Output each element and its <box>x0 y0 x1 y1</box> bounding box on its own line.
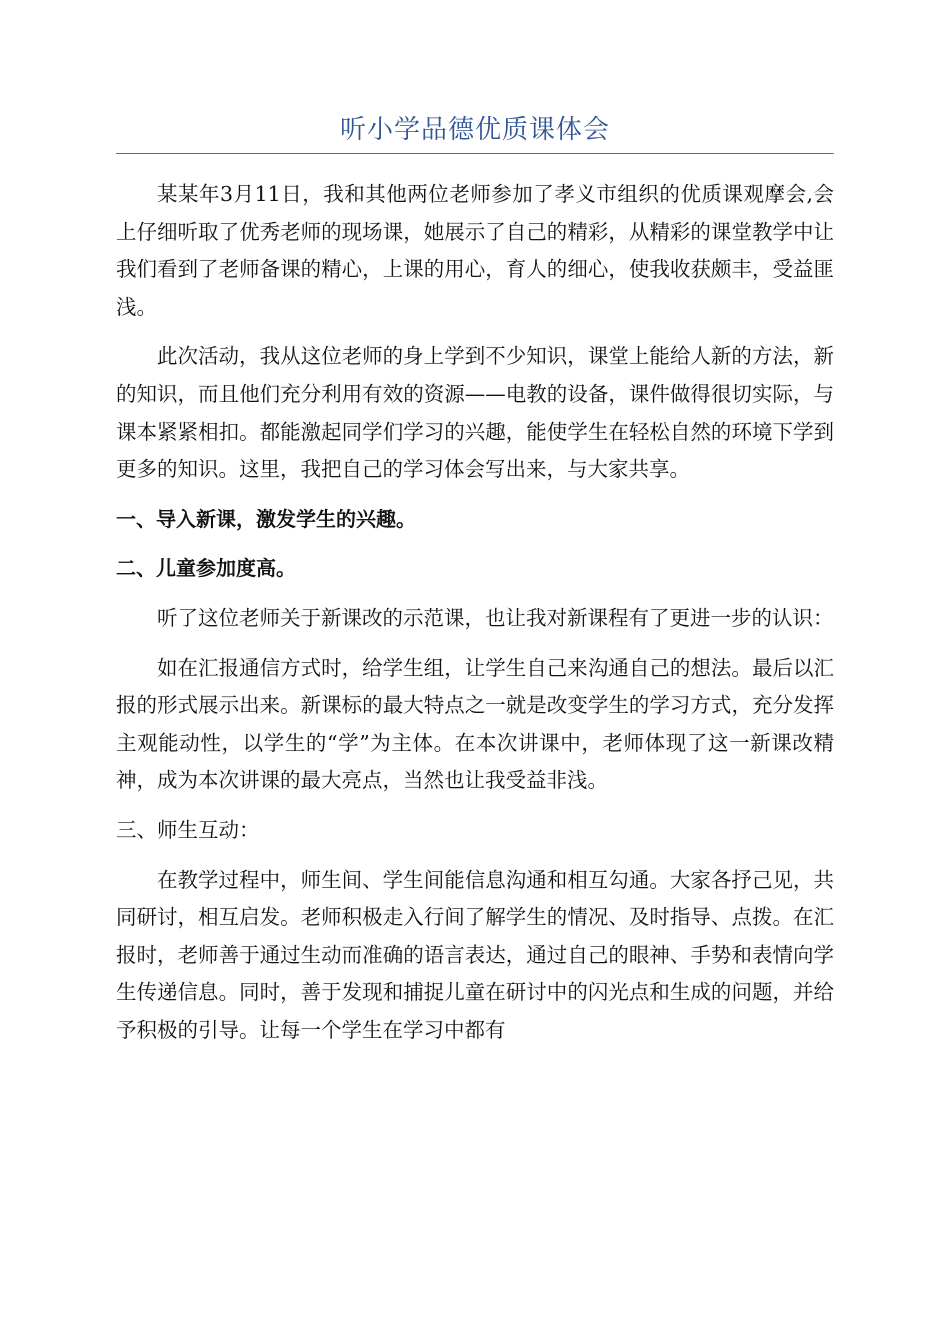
document-title: 听小学品德优质课体会 <box>339 115 610 145</box>
document-body <box>116 176 834 1061</box>
paragraph-example: 如在汇报通信方式时，给学生组，让学生自己来沟通自己的想法。最后以汇报的形式展示出来。新课标的最大特点之一就是改变学生的学习方式，充分发挥主观能动性，以学生的“学”为主体。在本次讲课中，老师体现了这一新课改精神，成为本次讲课的最大亮点，当然也让我受益非浅。 <box>116 655 834 793</box>
section-heading-one: 一、导入新课，激发学生的兴趣。 <box>116 506 416 531</box>
paragraph-reflection: 听了这位老师关于新课改的示范课，也让我对新课程有了更进一步的认识： <box>157 605 834 630</box>
title-underline <box>116 153 834 154</box>
paragraph-activity: 此次活动，我从这位老师的身上学到不少知识，课堂上能给人新的方法，新的知识，而且他们充分利用有效的资源——电教的设备，课件做得很切实际，与课本紧紧相扣。都能激起同学们学习的兴趣，能使学生在轻松自然的环境下学到更多的知识。这里，我把自己的学习体会写出来，与大家共享。 <box>116 344 834 482</box>
section-heading-three: 三、师生互动： <box>116 817 260 842</box>
section-heading-two: 二、儿童参加度高。 <box>116 556 296 581</box>
paragraph-interaction: 在教学过程中，师生间、学生间能信息沟通和相互勾通。大家各抒己见，共同研讨，相互启发。老师积极走入行间了解学生的情况、及时指导、点拨。在汇报时，老师善于通过生动而准确的语言表达，通过自己的眼神、手势和表情向学生传递信息。同时，善于发现和捕捉儿童在研讨中的闪光点和生成的问题，并给予积极的引导。让每一个学生在学习中都有 <box>116 867 834 1042</box>
paragraph-intro: 某某年3月11日，我和其他两位老师参加了孝义市组织的优质课观摩会,会上仔细听取了优秀老师的现场课，她展示了自己的精彩，从精彩的课堂教学中让我们看到了老师备课的精心，上课的用心，育人的细心，使我收获颇丰，受益匪浅。 <box>116 182 834 319</box>
